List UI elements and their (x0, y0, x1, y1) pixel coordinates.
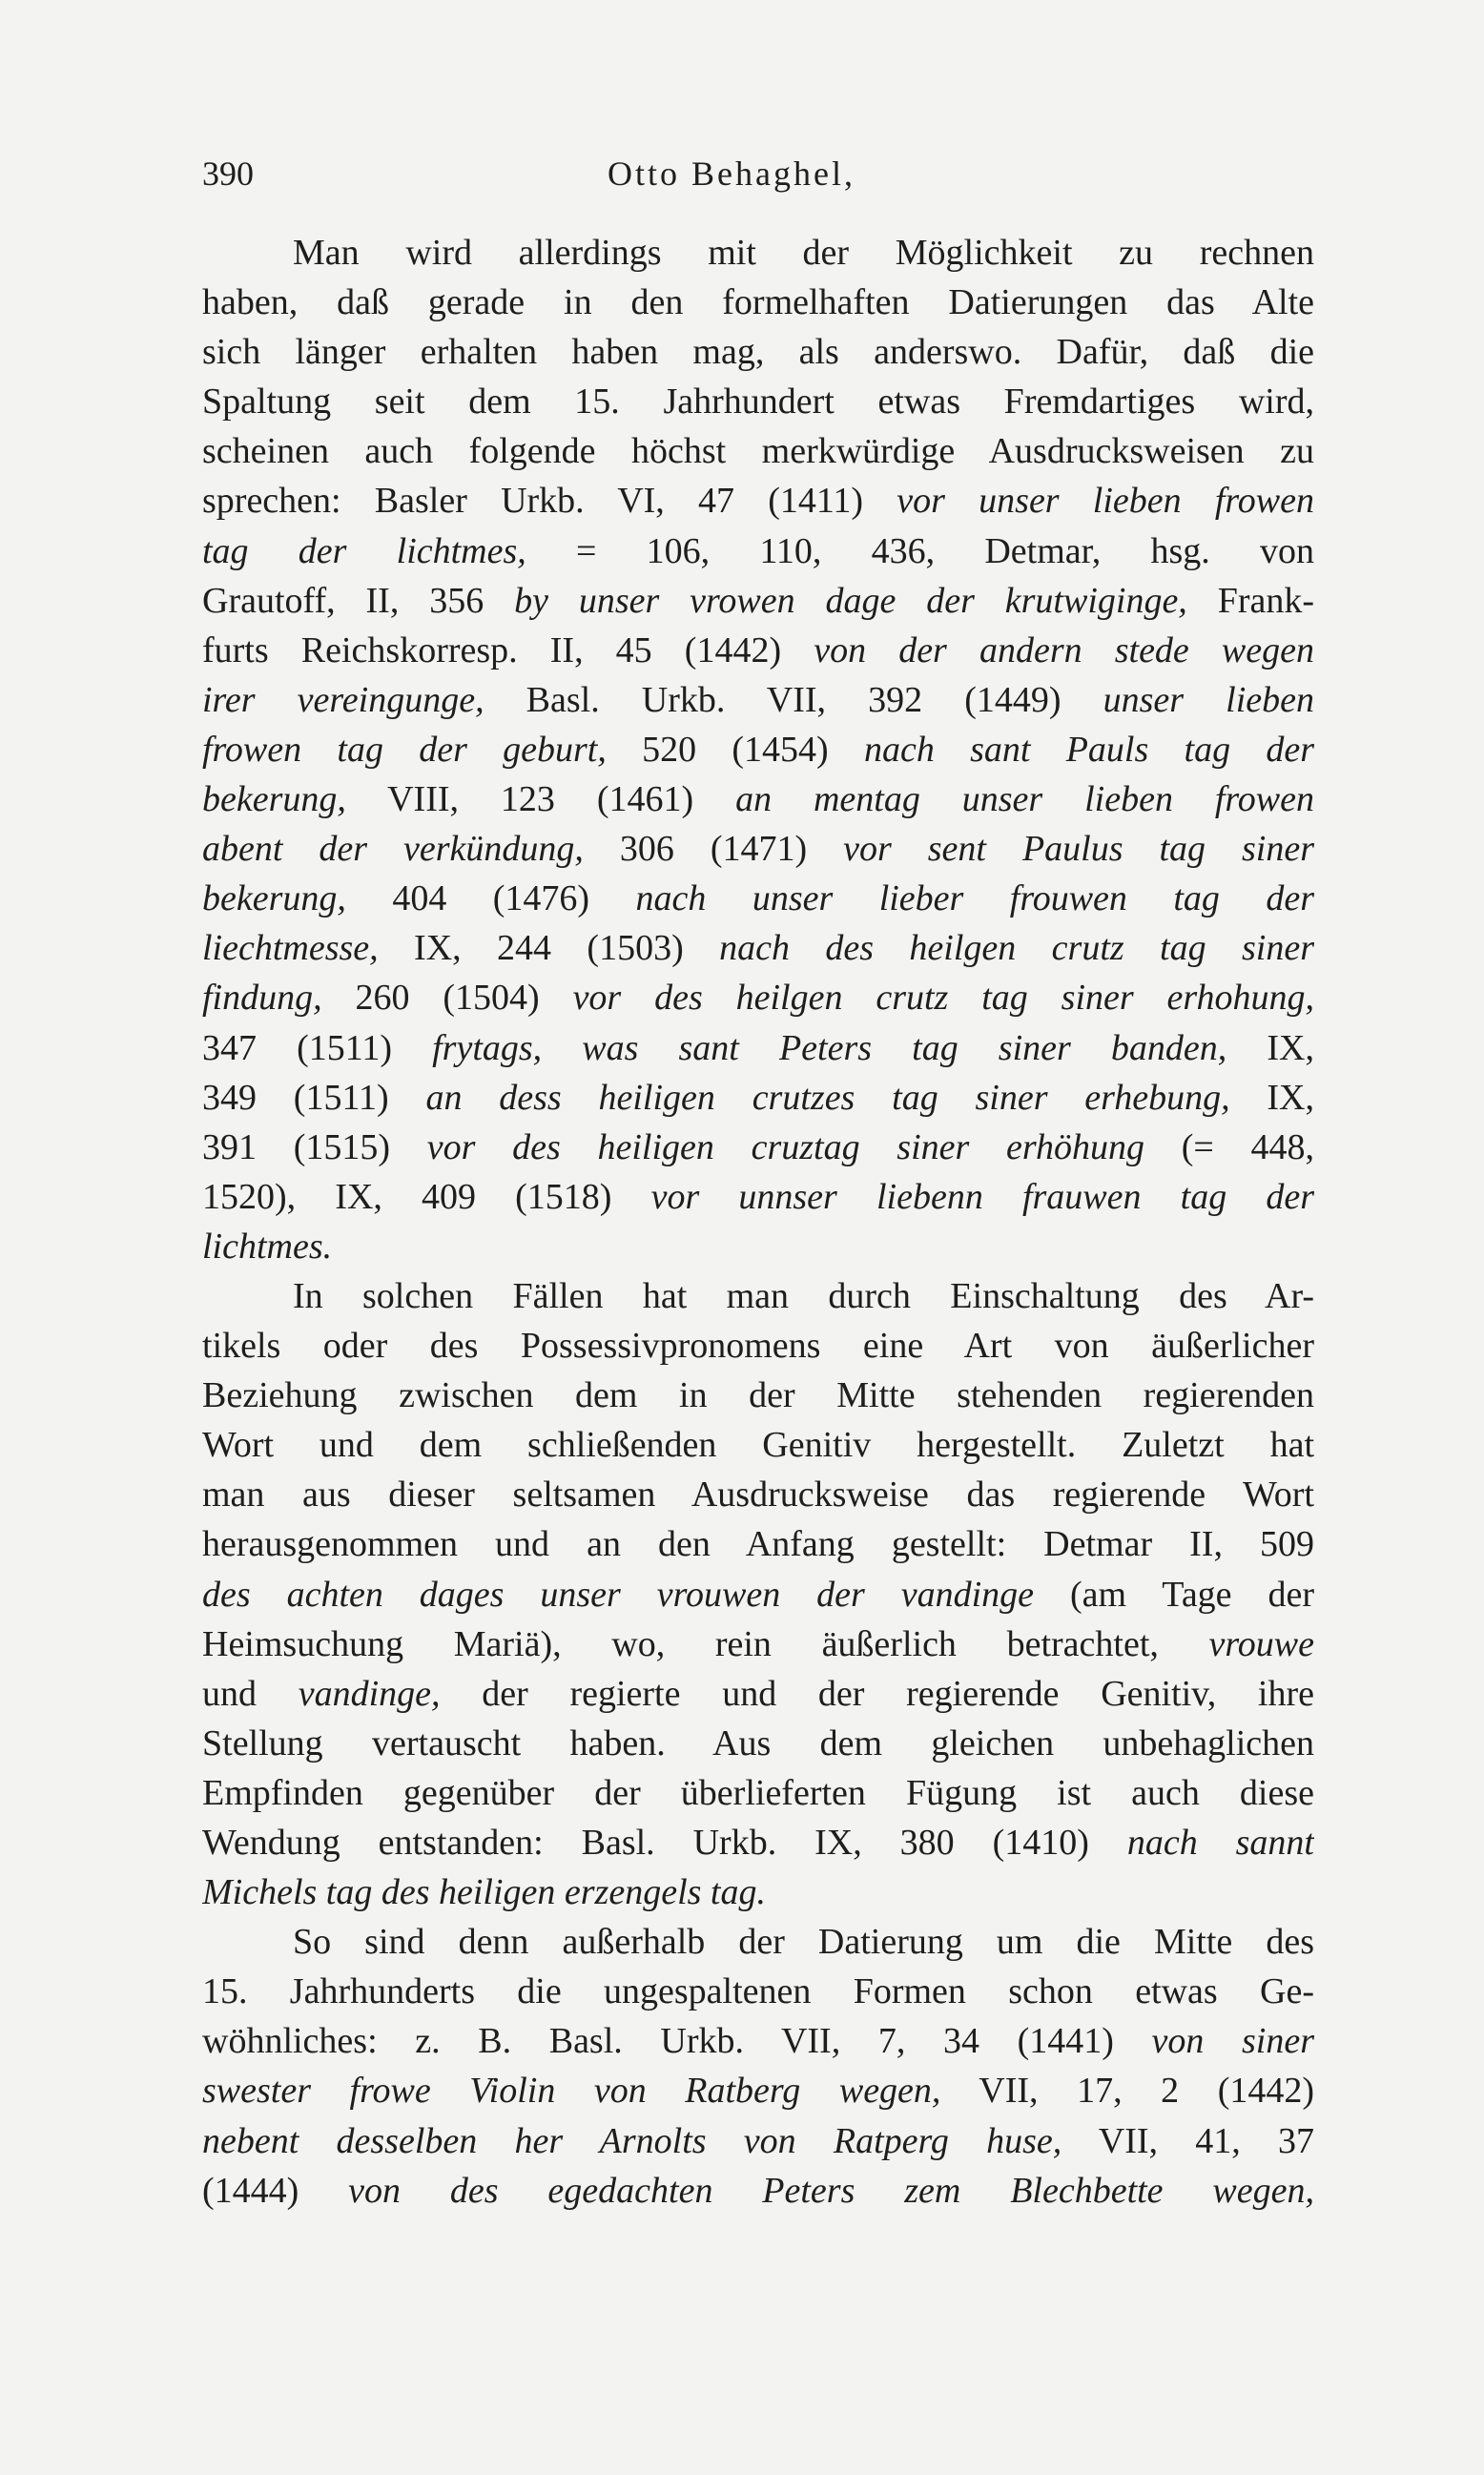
italic-quotation: by unser vrowen dage der krutwiginge, (514, 580, 1187, 621)
italic-quotation: an mentag unser lieben frowen (735, 779, 1314, 820)
text-segment: (= 448, (1144, 1126, 1314, 1167)
text-line (202, 923, 1314, 973)
text-line (202, 278, 1314, 327)
italic-quotation: liechtmesse, (202, 928, 379, 969)
italic-quotation: vor des heiligen cruztag siner erhöhung (426, 1126, 1144, 1167)
text-segment: sprechen: Basler Urkb. VI, 47 (1411) (202, 481, 897, 522)
text-segment: sich länger erhalten haben mag, als anderswo. Dafür, daß die (202, 332, 1314, 373)
text-line (202, 1073, 1314, 1123)
text-line (202, 2116, 1314, 2166)
text-line (202, 1967, 1314, 2016)
page-number: 390 (202, 155, 254, 193)
text-line (202, 1123, 1314, 1172)
text-line (202, 973, 1314, 1022)
italic-quotation: von siner (1151, 2021, 1314, 2062)
page-header (202, 149, 1314, 198)
text-line (202, 1271, 1314, 1321)
text-segment: 391 (1515) (202, 1126, 427, 1167)
text-line (202, 1570, 1314, 1619)
italic-quotation: vor unnser liebenn frauwen tag der (650, 1176, 1314, 1217)
text-line (202, 725, 1314, 774)
text-line (202, 874, 1314, 923)
text-segment: Wendung entstanden: Basl. Urkb. IX, 380 (1410) (202, 1823, 1127, 1863)
running-title: Otto Behaghel, (608, 155, 855, 193)
text-segment: In solchen Fällen hat man durch Einschaltung des Ar- (293, 1275, 1314, 1316)
text-line (202, 675, 1314, 725)
text-segment: Stellung vertauscht haben. Aus dem gleichen unbehaglichen (202, 1722, 1314, 1763)
text-line (202, 526, 1314, 576)
text-segment: 306 (1471) (583, 829, 844, 870)
text-segment: Beziehung zwischen dem in der Mitte stehenden regierenden (202, 1375, 1314, 1416)
text-segment: = 106, 110, 436, Detmar, hsg. von (526, 530, 1314, 571)
italic-quotation: vandinge, (298, 1673, 441, 1714)
text-segment: VII, 17, 2 (1442) (940, 2071, 1314, 2112)
text-segment: VIII, 123 (1461) (345, 779, 736, 820)
text-segment: IX, (1226, 1027, 1314, 1068)
body-text (202, 228, 1314, 2216)
text-line (202, 1867, 1314, 1917)
text-line (202, 1371, 1314, 1420)
text-segment: 347 (1511) (202, 1027, 433, 1068)
text-line (202, 2166, 1314, 2216)
text-segment: (1444) (202, 2170, 349, 2211)
text-segment: Grautoff, II, 356 (202, 580, 515, 621)
text-segment: tikels oder des Possessivpronomens eine Art von äußerlicher (202, 1326, 1314, 1367)
italic-quotation: unser lieben (1103, 679, 1314, 720)
text-line (202, 1818, 1314, 1867)
text-line (202, 1519, 1314, 1569)
text-line (202, 2066, 1314, 2115)
text-segment: Wort und dem schließenden Genitiv hergestellt. Zuletzt hat (202, 1425, 1314, 1466)
text-segment: 15. Jahrhunderts die ungespaltenen Formen schon etwas Ge- (202, 1971, 1314, 2012)
italic-quotation: vor sent Paulus tag siner (843, 829, 1314, 870)
text-line (202, 1768, 1314, 1818)
text-segment: IX, 244 (1503) (378, 928, 720, 969)
italic-quotation: irer vereingunge, (202, 679, 484, 720)
text-line (202, 327, 1314, 377)
text-segment: (am Tage der (1034, 1574, 1314, 1615)
text-line (202, 1172, 1314, 1222)
text-segment: haben, daß gerade in den formelhaften Datierungen das Alte (202, 282, 1314, 323)
text-segment: 349 (1511) (202, 1077, 426, 1118)
italic-quotation: von der andern stede wegen (814, 629, 1314, 670)
italic-quotation: von des egedachten Peters zem Blechbette wegen, (348, 2170, 1314, 2211)
text-segment: VII, 41, 37 (1061, 2120, 1314, 2161)
text-line (202, 774, 1314, 824)
italic-quotation: tag der lichtmes, (202, 530, 526, 571)
text-line (202, 1321, 1314, 1371)
italic-quotation: nach sannt (1126, 1823, 1314, 1863)
text-segment: man aus dieser seltsamen Ausdrucksweise das regierende Wort (202, 1475, 1314, 1516)
text-segment: herausgenommen und an den Anfang gestellt: Detmar II, 509 (202, 1524, 1314, 1565)
text-line (202, 626, 1314, 675)
italic-quotation: nach sant Pauls tag der (863, 729, 1314, 770)
text-line (202, 426, 1314, 476)
text-line (202, 1719, 1314, 1768)
text-segment: und (202, 1673, 299, 1714)
text-line (202, 377, 1314, 426)
text-line (202, 1222, 1314, 1271)
italic-quotation: bekerung, (202, 779, 346, 820)
text-segment: 260 (1504) (321, 978, 573, 1019)
italic-quotation: swester frowe Violin von Ratberg wegen, (202, 2071, 941, 2112)
italic-quotation: nach des heilgen crutz tag siner (719, 928, 1314, 969)
text-line (202, 576, 1314, 626)
italic-quotation: frowen tag der geburt, (202, 729, 607, 770)
text-segment: scheinen auch folgende höchst merkwürdige Ausdrucksweisen zu (202, 431, 1314, 472)
text-line (202, 1669, 1314, 1719)
italic-quotation: findung, (202, 978, 322, 1019)
italic-quotation: abent der verkündung, (202, 829, 584, 870)
italic-quotation: an dess heiligen crutzes tag siner erhebung, (425, 1077, 1230, 1118)
text-segment: So sind denn außerhalb der Datierung um die Mitte des (293, 1922, 1314, 1963)
text-segment: 1520), IX, 409 (1518) (202, 1176, 651, 1217)
text-segment: Spaltung seit dem 15. Jahrhundert etwas Fremdartiges wird, (202, 382, 1314, 423)
text-segment: Man wird allerdings mit der Möglichkeit zu rechnen (293, 233, 1314, 273)
text-segment: der regierte und der regierende Genitiv, ihre (440, 1673, 1314, 1714)
text-segment: furts Reichskorresp. II, 45 (1442) (202, 629, 814, 670)
text-line (202, 1420, 1314, 1470)
text-segment: Empfinden gegenüber der überlieferten Fügung ist auch diese (202, 1772, 1314, 1813)
text-line (202, 2016, 1314, 2066)
italic-quotation: nebent desselben her Arnolts von Ratperg huse, (202, 2120, 1062, 2161)
text-segment: Basl. Urkb. VII, 392 (1449) (484, 679, 1103, 720)
text-segment: wöhnliches: z. B. Basl. Urkb. VII, 7, 34 (1441) (202, 2021, 1152, 2062)
italic-quotation: vor des heilgen crutz tag siner erhohung, (572, 978, 1314, 1019)
italic-quotation: bekerung, (202, 878, 346, 919)
italic-quotation: nach unser lieber frouwen tag der (635, 878, 1314, 919)
italic-quotation: lichtmes. (202, 1226, 333, 1267)
text-segment: 520 (1454) (606, 729, 864, 770)
italic-quotation: Michels tag des heiligen erzengels tag. (202, 1872, 766, 1913)
text-line (202, 824, 1314, 874)
text-segment: IX, (1229, 1077, 1314, 1118)
text-segment: Frank- (1186, 580, 1314, 621)
text-segment: 404 (1476) (345, 878, 636, 919)
italic-quotation: vrouwe (1208, 1623, 1314, 1664)
text-line (202, 1917, 1314, 1967)
text-line (202, 1470, 1314, 1519)
text-line (202, 1619, 1314, 1669)
italic-quotation: vor unser lieben frowen (897, 481, 1314, 522)
italic-quotation: frytags, was sant Peters tag siner banden, (432, 1027, 1227, 1068)
text-segment: Heimsuchung Mariä), wo, rein äußerlich betrachtet, (202, 1623, 1209, 1664)
text-line (202, 476, 1314, 526)
text-line (202, 1023, 1314, 1073)
italic-quotation: des achten dages unser vrouwen der vandinge (202, 1574, 1035, 1615)
text-line (202, 228, 1314, 278)
